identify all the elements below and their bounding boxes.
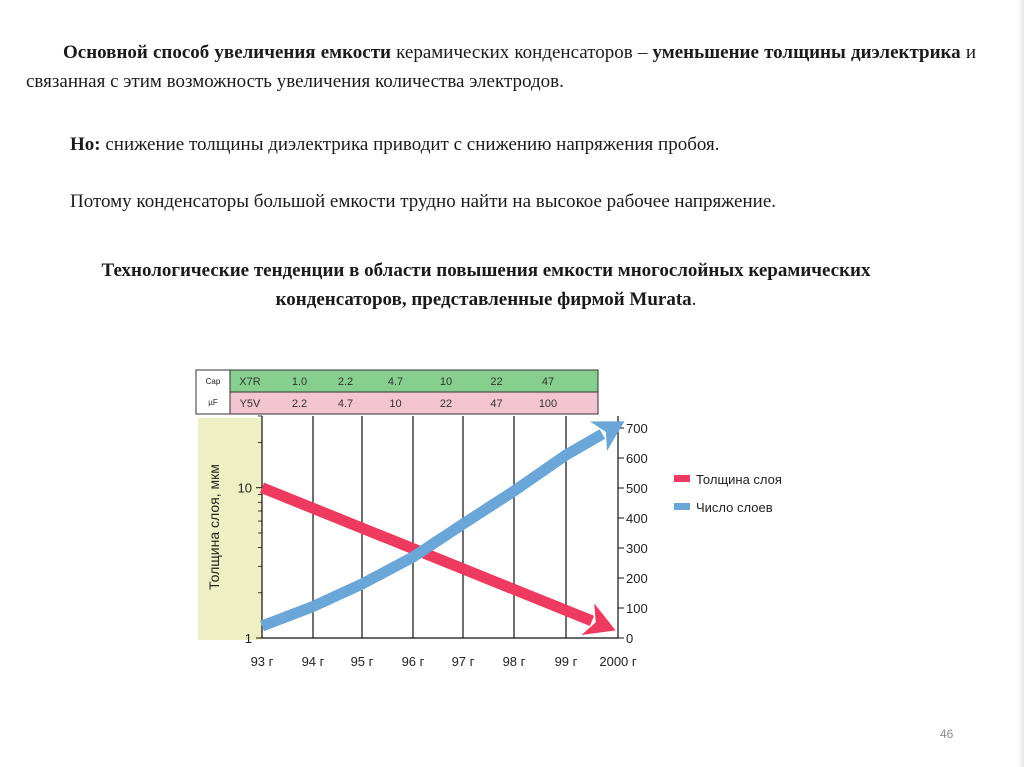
right-tick-label: 700 bbox=[626, 421, 648, 436]
legend-label: Толщина слоя bbox=[696, 472, 782, 487]
p2-bold: Но: bbox=[70, 134, 101, 155]
x-tick-label: 93 г bbox=[250, 654, 274, 669]
right-tick-label: 0 bbox=[626, 631, 634, 646]
x-tick-label: 99 г bbox=[554, 654, 578, 669]
paragraph-therefore: Потому конденсаторы большой емкости трудно найти на высокое рабочее напряжение. bbox=[70, 191, 777, 212]
p1-bold-1: Основной способ увеличения емкости bbox=[63, 42, 391, 63]
p1-text-1: керамических конденсаторов – bbox=[391, 42, 653, 63]
chart-caption bbox=[56, 256, 916, 314]
x-tick-label: 96 г bbox=[401, 654, 425, 669]
right-tick-label: 400 bbox=[626, 511, 648, 526]
x-tick-label: 98 г bbox=[502, 654, 526, 669]
cap-cell-value: 2.2 bbox=[291, 398, 308, 410]
cap-cell-value: 10 bbox=[439, 376, 453, 388]
cap-header-unit: µF bbox=[208, 398, 218, 407]
legend-swatch bbox=[674, 475, 690, 482]
cap-cell-value: 47 bbox=[490, 398, 503, 410]
p2-text: снижение толщины диэлектрика приводит с снижению напряжения пробоя. bbox=[100, 134, 720, 155]
cap-cell-value: 100 bbox=[538, 398, 558, 410]
caption-period: . bbox=[691, 289, 697, 310]
cap-row-label: Y5V bbox=[239, 398, 261, 410]
cap-header-cap: Cap bbox=[205, 377, 221, 386]
cap-cell-value: 1.0 bbox=[291, 376, 308, 388]
p1-bold-2: уменьшение толщины диэлектрика bbox=[652, 42, 961, 63]
page-number: 46 bbox=[940, 727, 954, 741]
cap-cell-value: 22 bbox=[490, 376, 503, 388]
cap-cell-value: 22 bbox=[439, 398, 453, 410]
cap-row-label: X7R bbox=[239, 376, 261, 388]
left-axis-label: Толщина слоя, мкм bbox=[206, 464, 222, 590]
right-tick-label: 300 bbox=[626, 541, 648, 556]
right-tick-label: 600 bbox=[626, 451, 648, 466]
x-tick-label: 2000 г bbox=[599, 654, 637, 669]
cap-cell-value: 10 bbox=[389, 398, 402, 410]
legend-label: Число слоев bbox=[696, 500, 773, 515]
cap-cell-value: 4.7 bbox=[387, 376, 404, 388]
x-tick-label: 97 г bbox=[451, 654, 475, 669]
paragraph-main-method bbox=[26, 38, 976, 96]
murata-trend-chart bbox=[190, 360, 830, 680]
p1-text-2: и связанная с этим возможность увеличения количества электродов. bbox=[26, 42, 976, 92]
right-tick-label: 100 bbox=[626, 601, 648, 616]
cap-cell-value: 4.7 bbox=[337, 398, 354, 410]
right-tick-label: 200 bbox=[626, 571, 648, 586]
cap-cell-value: 2.2 bbox=[337, 376, 354, 388]
left-tick-label: 1 bbox=[244, 631, 252, 646]
cap-cell-value: 47 bbox=[541, 376, 555, 388]
left-tick-label: 10 bbox=[237, 480, 252, 496]
x-tick-label: 95 г bbox=[350, 654, 374, 669]
x-tick-label: 94 г bbox=[301, 654, 325, 669]
right-tick-label: 500 bbox=[626, 481, 648, 496]
caption-text: Технологические тенденции в области повышения емкости многослойных керамических конденсаторов, представленные фирмой Murata bbox=[101, 260, 871, 310]
legend-swatch bbox=[674, 503, 690, 510]
paragraph-but bbox=[26, 130, 976, 159]
slide-edge-shadow bbox=[1018, 0, 1024, 767]
